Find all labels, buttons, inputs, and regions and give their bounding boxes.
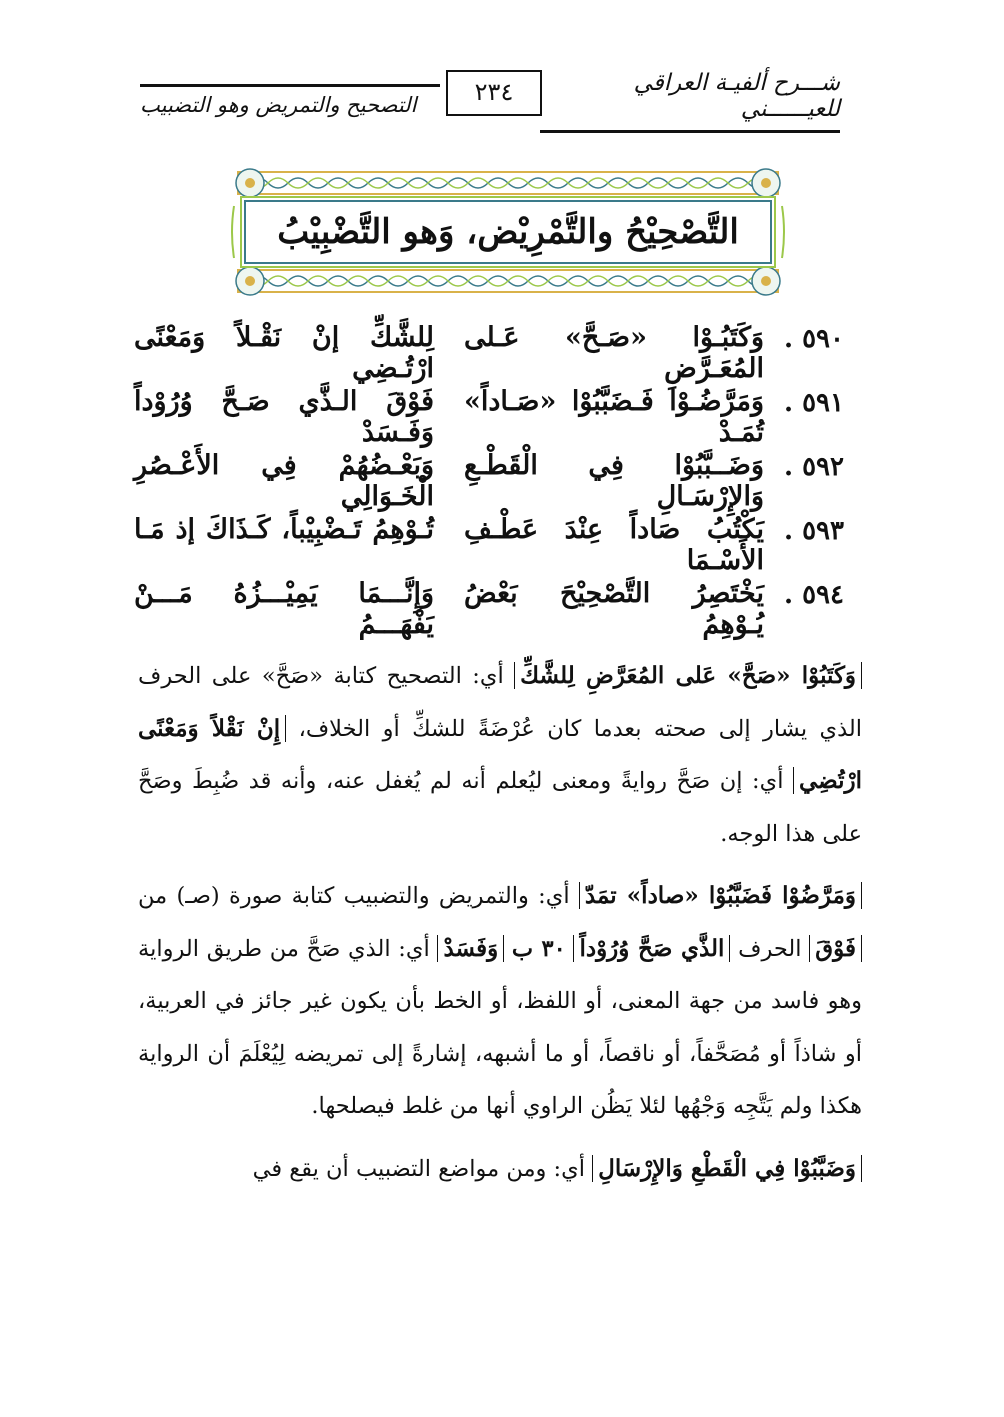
- verse-number: ٥٩١ .: [783, 388, 844, 418]
- quoted-verse-text: فَوْقَ: [809, 935, 862, 962]
- chapter-title: التَّصْحِيْحُ والتَّمْرِيْض، وَهو التَّضْبِيْبُ: [277, 212, 739, 252]
- quoted-verse-text: وَمَرَّضُوْا فَضَبَّبُوْا «صاداً» تمَدّ: [579, 882, 862, 909]
- quoted-verse-text: الذَّي صَحَّ وُرُوْداً: [573, 935, 730, 962]
- verse-number: ٥٩٢ .: [783, 452, 844, 482]
- page-header: [140, 66, 840, 122]
- verse-second-hemistich: فَوْقَ الـذَّي صَـحَّ وُرُوْداً وَفَـسَدْ: [134, 386, 434, 448]
- verse-second-hemistich: تُـوْهِمُ تَـضْبِيْباً، كَـذَاكَ إذ مَـا: [134, 514, 434, 545]
- quoted-verse-text: وَفَسَدْ: [437, 935, 504, 962]
- verse-number: ٥٩٣ .: [783, 516, 844, 546]
- poem-verses: [134, 312, 844, 640]
- commentary-paragraph: [138, 650, 862, 860]
- page-number: ٢٣٤: [446, 70, 542, 116]
- verse-first-hemistich: وَضَــبَّبُوْا فِي الْقَطْـعِ وَالإِرْسَـالِ: [464, 450, 764, 512]
- verse-first-hemistich: وَمَرَّضُـوْا فَـضَبَّبُوْا «صَـاداً» تُمَـدْ: [464, 386, 764, 448]
- chapter-banner: [228, 166, 788, 296]
- verse-first-hemistich: وَكَتَبُـوْا «صَـحَّ» عَـلى المُعَـرَّضِ: [464, 322, 764, 384]
- commentary-text: أي: إن صَحَّ روايةً ومعنى ليُعلم أنه لم يُغفل عنه، وأنه قد ضُبِطَ وصَحَّ على هذا الوجه.: [138, 768, 862, 847]
- commentary-text: أي: التصحيح كتابة «صَحَّ» على الحرف الذي يشار إلى صحته بعدما كان عُرْضَةً للشكِّ أو الخلاف،: [138, 663, 862, 742]
- manuscript-folio-marker: ٣٠ ب: [511, 935, 566, 962]
- book-title: شـــرح ألفيـة العراقي للعيــــــني: [540, 70, 840, 133]
- verse-line: [134, 312, 844, 384]
- quoted-verse-text: وَضَبَّبُوْا فِي الْقَطْعِ وَالإِرْسَالِ: [592, 1155, 862, 1182]
- verse-number: ٥٩٤ .: [783, 580, 844, 610]
- verse-line: [134, 440, 844, 512]
- quoted-verse-text: إِنْ نَقْلاً وَمَعْنًى ارْتُضِي: [138, 714, 863, 794]
- verse-first-hemistich: يَخْتَصِرُ التَّصْحِيْحَ بَعْضُ يُـوْهِمُ: [464, 578, 764, 640]
- chapter-running-title: التصحيح والتمريض وهو التضبيب: [140, 84, 440, 117]
- commentary-paragraph: [138, 870, 862, 1133]
- verse-second-hemistich: لِلشَّكِّ إنْ نَقْـلاً وَمَعْنًى ارْتُـضِي: [134, 322, 434, 384]
- verse-second-hemistich: وَإِنَّـــمَا يَمِيْـــزُهُ مَـــنْ يَفْهَـــمُ: [134, 578, 434, 640]
- verse-line: [134, 504, 844, 576]
- verse-line: [134, 568, 844, 640]
- commentary-body: [138, 650, 862, 1205]
- commentary-text: أي: والتمريض والتضبيب كتابة صورة (صـ) من: [138, 883, 570, 909]
- verse-first-hemistich: يَكْتُبُ صَاداً عِنْدَ عَطْـفِ الأَسْـمَا: [464, 514, 764, 576]
- quoted-verse-text: وَكَتَبُوْا «صَحَّ» عَلى المُعَرَّضِ لِلشَّكِّ: [514, 662, 862, 689]
- commentary-text: أي: الذي صَحَّ من طريق الرواية وهو فاسد من جهة المعنى، أو اللفظ، أو الخط بأن يكون غير جائز في العربية، أو شاذاً أو مُصَحَّفاً، أو ناقصاً، أو ما أشبهه، إشارةً إلى تمريضه لِيُعْلَمَ أن الرواية هكذا ولم يَتَّجِه وَجْهُها لئلا يَظُن الراوي أنها من غلط فيصلحها.: [138, 935, 862, 1119]
- verse-line: [134, 376, 844, 448]
- commentary-text: الحرف: [738, 935, 802, 962]
- verse-second-hemistich: وَبَعْـضُهُمْ فِي الأَعْـصُرِ الْخَـوَالِي: [134, 450, 434, 512]
- commentary-text: أي: ومن مواضع التضبيب أن يقع في: [252, 1155, 585, 1182]
- commentary-paragraph: [138, 1143, 862, 1196]
- verse-number: ٥٩٠ .: [783, 324, 844, 354]
